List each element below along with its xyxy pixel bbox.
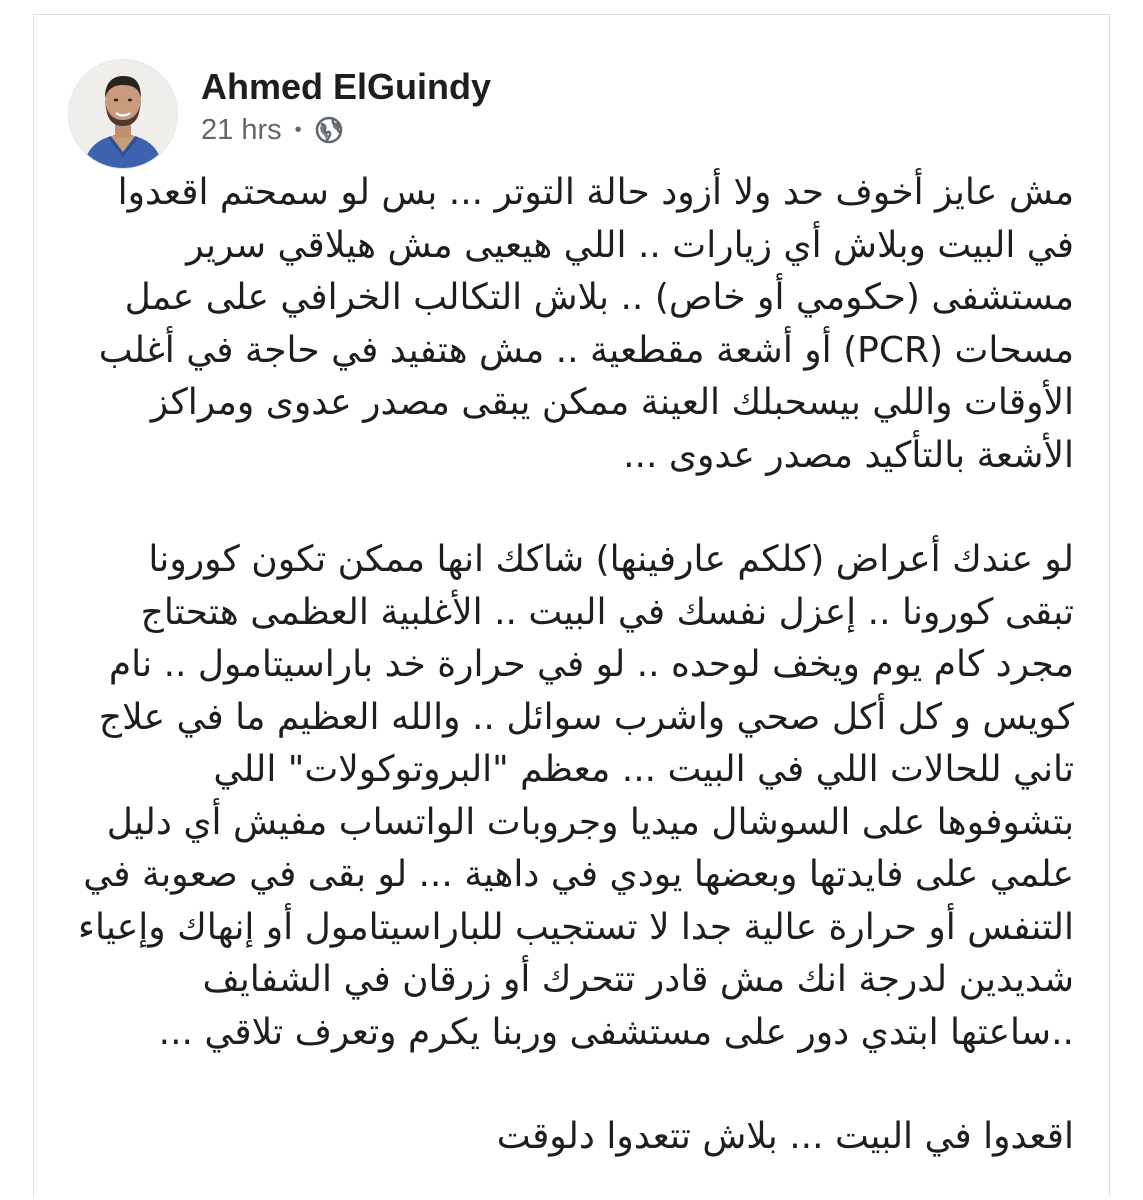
meta-separator: • bbox=[294, 118, 302, 141]
post-text bbox=[74, 167, 1074, 1164]
post-paragraph-3: اقعدوا في البيت ... بلاش تتعدوا دلوقت bbox=[496, 1116, 1074, 1157]
post-meta bbox=[201, 113, 344, 147]
post-card bbox=[33, 14, 1110, 1197]
avatar-photo bbox=[69, 60, 177, 168]
post-timestamp[interactable]: 21 hrs bbox=[201, 113, 282, 146]
post-paragraph-1: مش عايز أخوف حد ولا أزود حالة التوتر ... بس لو سمحتم اقعدوا في البيت وبلاش أي زيارات .. اللي هيعيى مش هيلاقي سرير مستشفى (حكومي أو خاص) .. بلاش التكالب الخرافي على عمل مسحات (PCR) أو أشعة مقطعية .. مش هتفيد في حاجة في أغلب الأوقات واللي بيسحبلك العينة ممكن يبقى مصدر عدوى ومراكز الأشعة بالتأكيد مصدر عدوى ... bbox=[98, 172, 1074, 476]
author-avatar[interactable] bbox=[68, 59, 178, 169]
globe-icon[interactable] bbox=[314, 115, 344, 145]
author-name[interactable]: Ahmed ElGuindy bbox=[201, 66, 492, 107]
post-paragraph-2: لو عندك أعراض (كلكم عارفينها) شاكك انها ممكن تكون كورونا تبقى كورونا .. إعزل نفسك في البيت .. الأغلبية العظمى هتحتاج مجرد كام يوم ويخف لوحده .. لو في حرارة خد باراسيتامول .. نام كويس و كل أكل صحي واشرب سوائل .. والله العظيم ما في علاج تاني للحالات اللي في البيت ... معظم "البروتوكولات" اللي بتشوفوها على السوشال ميديا وجروبات الواتساب مفيش أي دليل علمي على فايدتها وبعضها يودي في داهية ... لو بقى في صعوبة في التنفس أو حرارة عالية جدا لا تستجيب للباراسيتامول أو إنهاك وإعياء شديدين لدرجة انك مش قادر تتحرك أو زرقان في الشفايف ..ساعتها ابتدي دور على مستشفى وربنا يكرم وتعرف تلاقي ... bbox=[78, 539, 1074, 1053]
